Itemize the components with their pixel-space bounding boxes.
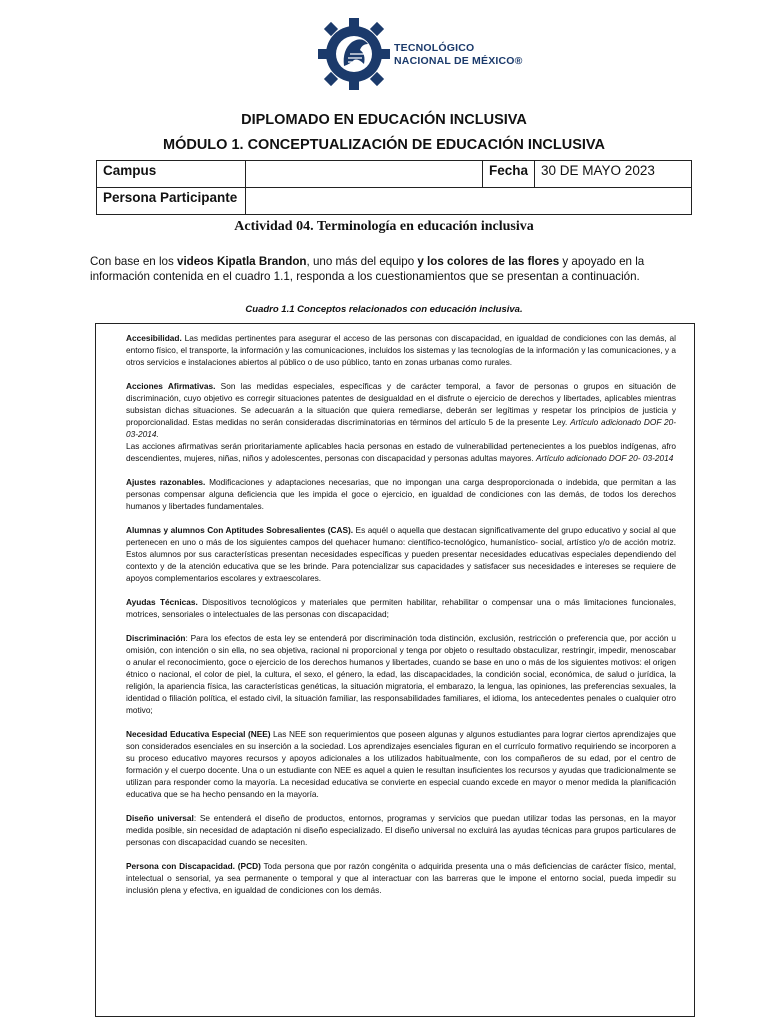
definition-text: Las medidas pertinentes para asegurar el acceso de las personas con discapacidad, en igualdad de condiciones con las demás, al entorno físico, el transporte, la información y las comunicaciones, incluidos los sistemas y las tecnologías de la información y las comunicaciones, y a otros servicios e instalaciones abiertos al público o de uso público, tanto en zonas urbanas como rurales. xyxy=(126,333,676,367)
definition-term: Alumnas y alumnos Con Aptitudes Sobresalientes (CAS). xyxy=(126,525,354,535)
definition-accesibilidad xyxy=(126,332,676,368)
table-row xyxy=(97,161,692,188)
participante-label: Persona Participante xyxy=(97,188,246,215)
definition-text: : Para los efectos de esta ley se entenderá por discriminación toda distinción, exclusión, restricción o preferencia que, por acción u omisión, con intención o sin ella, no sea objetiva, racional ni proporcional y tenga por objeto o resultado obstaculizar, restringir, impedir, menoscabar o anular el reconocimiento, goce o ejercicio de los derechos humanos y libertades, cuando se base en uno o más de los siguientes motivos: el origen étnico o nacional, el color de piel, la cultura, el sexo, el género, la edad, las discapacidades, la condición social, económica, de salud o jurídica, la religión, la apariencia física, las características genéticas, la situación migratoria, el embarazo, la lengua, las opiniones, las preferencias sexuales, la identidad o filiación política, el estado civil, la situación familiar, las responsabilidades familiares, el idioma, los antecedentes penales o cualquier otro motivo; xyxy=(126,633,676,715)
definition-text: Modificaciones y adaptaciones necesarias, que no impongan una carga desproporcionada o indebida, que permitan a las personas compensar alguna deficiencia que les impida el goce o ejercicio, en igualdad de condiciones con las demás, de todos los derechos humanos y libertades fundamentales. xyxy=(126,477,676,511)
definition-term: Diseño universal xyxy=(126,813,194,823)
definition-text: Dispositivos tecnológicos y materiales que permiten habilitar, rehabilitar o compensar una o más limitaciones funcionales, motrices, sensoriales o intelectuales de las personas con discapacidad; xyxy=(126,597,676,619)
table-caption: Cuadro 1.1 Conceptos relacionados con educación inclusiva. xyxy=(245,304,523,315)
definition-diseno-universal xyxy=(126,812,676,848)
definition-term: Necesidad Educativa Especial (NEE) xyxy=(126,729,271,739)
activity-title: Actividad 04. Terminología en educación inclusiva xyxy=(234,219,534,234)
tecnm-gear-eagle-logo-icon xyxy=(318,14,390,94)
definition-text: Es aquél o aquella que destacan significativamente del grupo educativo y social al que pertenecen en uno o más de los siguientes campos del quehacer humano: científico-tecnológico, humanístico- social, artístico y/o de acción motriz. Estos alumnos por sus características presentan necesidades específicas y pueden presentar necesidades educativas especiales dependiendo del contexto y de la atención educativa que se les brinde. Para potencializar sus capacidades y satisfacer sus necesidades e intereses se requiere de apoyos complementarios escolares y extraescolares. xyxy=(126,525,676,583)
intro-bold-1: videos Kipatla Brandon xyxy=(177,255,307,268)
fecha-field[interactable]: 30 DE MAYO 2023 xyxy=(535,161,692,188)
definition-text: Son las medidas especiales, específicas y de carácter temporal, a favor de personas o grupos en situación de discriminación, cuyo objetivo es corregir situaciones patentes de desigualdad en el disfrute o ejercicio de derechos y libertades, aplicables mientras subsistan dichas situaciones. Se adecuarán a la situación que quiera remediarse, deberán ser legítimas y respetar los principios de justicia y proporcionalidad. Estas medidas no serán consideradas discriminatorias en términos del artículo 5 de la presente Ley. xyxy=(126,381,676,427)
intro-bold-2: y los colores de las flores xyxy=(417,255,560,268)
definition-note: Artículo adicionado DOF 20-03-2014. xyxy=(126,417,676,439)
definition-text: Toda persona que por razón congénita o adquirida presenta una o más deficiencias de carácter físico, mental, intelectual o sensorial, ya sea permanente o temporal y que al interactuar con las barreras que le impone el entorno social, pueda impedir su inclusión plena y efectiva, en igualdad de condiciones con los demás. xyxy=(126,861,677,895)
course-title: DIPLOMADO EN EDUCACIÓN INCLUSIVA xyxy=(241,112,527,128)
intro-text-1: Con base en los xyxy=(90,255,178,268)
definition-text: Las NEE son requerimientos que poseen algunas y algunos estudiantes para lograr ciertos aprendizajes que son considerados esenciales en su inserción a la sociedad. Los aprendizajes esenciales figuran en el currículo formativo requiriendo se incorporen a su proceso educativo mayores recursos y apoyos adicionales a los utilizados habitualmente, con los compañeros de su edad, por el centro de formación y el cuerpo docente. Una o un estudiante con NEE es aquel a quien le resultan insuficientes los recursos y ayudas que tradicionalmente se utilizan para responder como la mayoría. La necesidad educativa se convierte en especial cuando excede en mayor o menor medida la planificación educativa que se ha hecho pensando en la mayoría. xyxy=(126,729,676,799)
definition-text: Las acciones afirmativas serán prioritariamente aplicables hacia personas en estado de vulnerabilidad pertenecientes a los pueblos indígenas, afro descendientes, mujeres, niñas, niños y adolescentes, personas con discapacidad y personas adultas mayores. xyxy=(126,441,676,463)
module-title: MÓDULO 1. CONCEPTUALIZACIÓN DE EDUCACIÓN INCLUSIVA xyxy=(163,137,605,153)
campus-field[interactable] xyxy=(246,161,483,188)
intro-paragraph xyxy=(90,254,690,284)
definition-discriminacion xyxy=(126,632,676,716)
fecha-label: Fecha xyxy=(483,161,535,188)
definition-term: Acciones Afirmativas. xyxy=(126,381,216,391)
definition-note: Artículo adicionado DOF 20- 03-2014 xyxy=(536,453,674,463)
table-row xyxy=(97,188,692,215)
definition-term: Ayudas Técnicas. xyxy=(126,597,198,607)
intro-text-3: y apoyado en la información contenida en el cuadro 1.1, responda a los cuestionamientos que se presentan a continuación. xyxy=(90,255,645,283)
definition-term: Discriminación xyxy=(126,633,186,643)
definition-term: Accesibilidad. xyxy=(126,333,182,343)
definition-text: : Se entenderá el diseño de productos, entornos, programas y servicios que puedan utilizar todas las personas, en la mayor medida posible, sin necesidad de adaptación ni diseño especializado. El diseño universal no excluirá las ayudas técnicas para grupos particulares de personas con discapacidad cuando se necesiten. xyxy=(126,813,676,847)
logo-line-2: NACIONAL DE MÉXICO® xyxy=(394,55,523,67)
definition-nee xyxy=(126,728,676,800)
definitions-list xyxy=(126,332,676,908)
campus-label: Campus xyxy=(97,161,246,188)
logo-text xyxy=(394,42,523,68)
logo-line-1: TECNOLÓGICO xyxy=(394,42,475,54)
definition-term: Persona con Discapacidad. (PCD) xyxy=(126,861,261,871)
definition-pcd xyxy=(126,860,676,896)
definition-ayudas-tecnicas xyxy=(126,596,676,620)
participante-field[interactable] xyxy=(246,188,692,215)
definition-cas xyxy=(126,524,676,584)
tecnm-logo xyxy=(318,14,523,94)
definition-ajustes-razonables xyxy=(126,476,676,512)
intro-text-2: , uno más del equipo xyxy=(306,255,418,268)
definition-term: Ajustes razonables. xyxy=(126,477,206,487)
definition-acciones-afirmativas xyxy=(126,380,676,464)
participant-info-table xyxy=(96,160,692,215)
